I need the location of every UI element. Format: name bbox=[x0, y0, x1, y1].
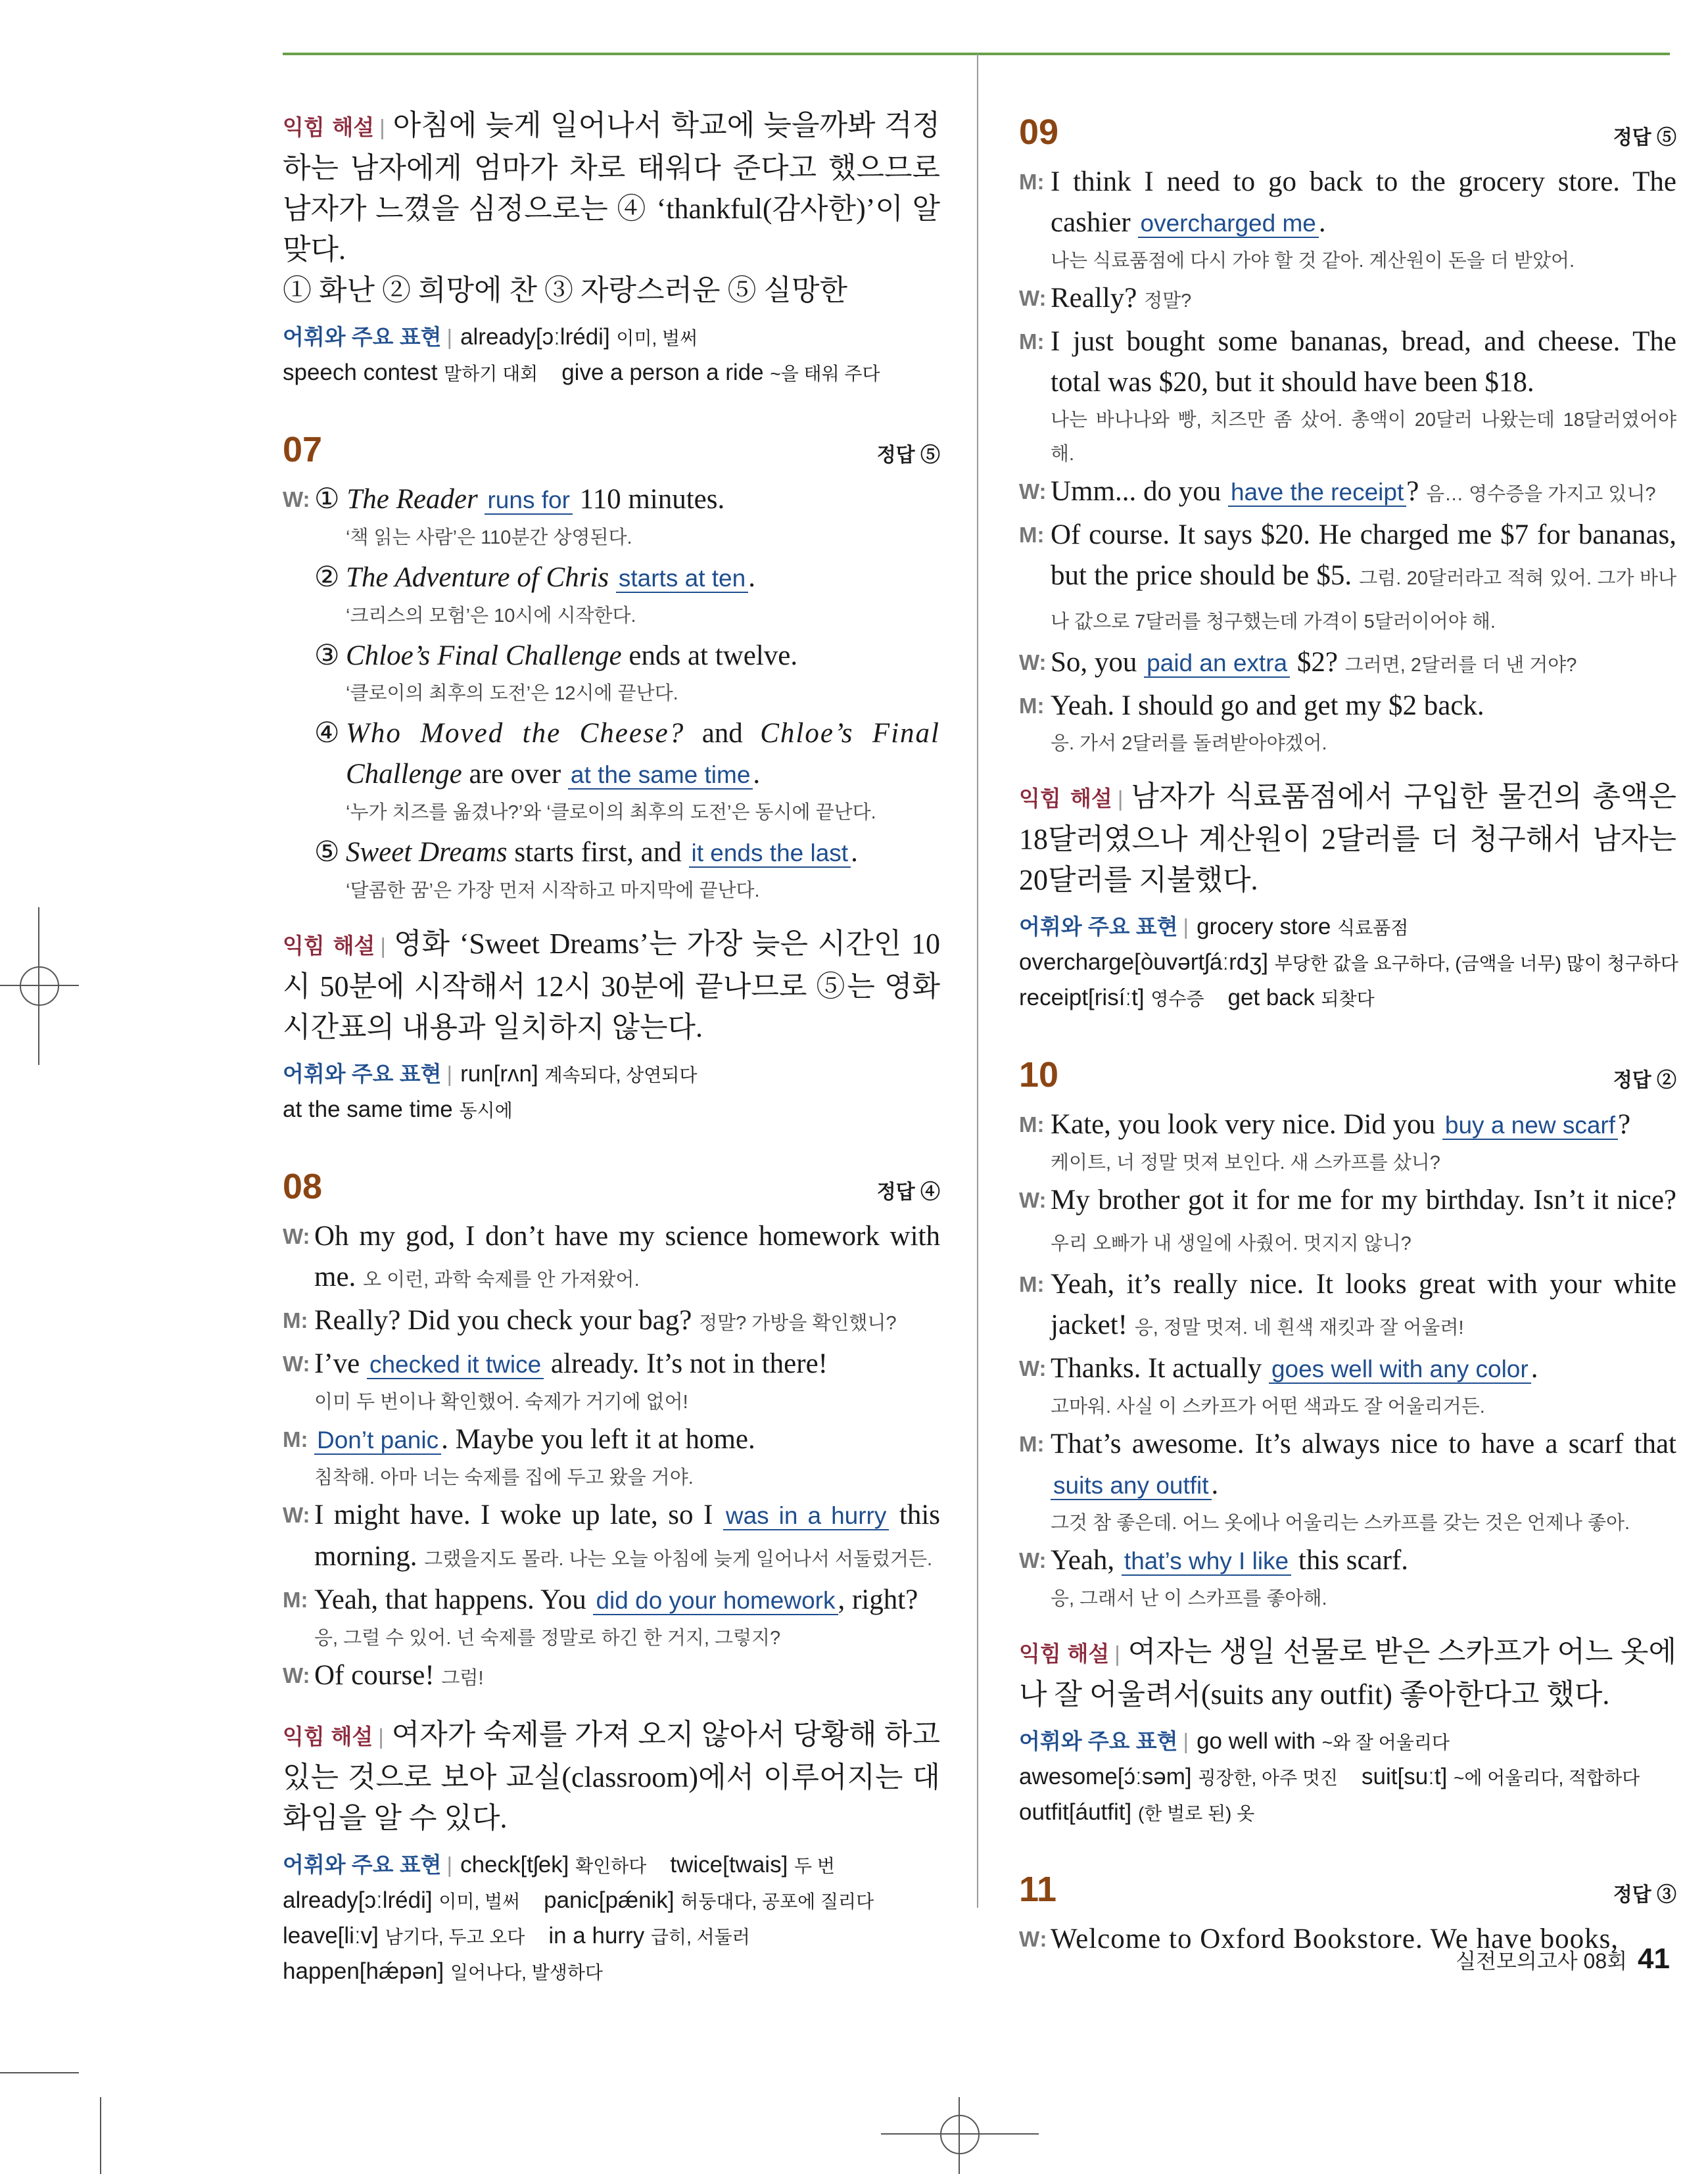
speaker-label: M: bbox=[1019, 1112, 1045, 1137]
dialogue-turn: W: I might have. I woke up late, so I was in a hurry this morning. 그랬을지도 몰라. 나는 오늘 아침에 늦게 일어나서 서둘렀거든. bbox=[283, 1495, 940, 1580]
answer-blank: did do your homework bbox=[593, 1587, 838, 1615]
answer-blank: starts at ten bbox=[616, 565, 748, 593]
korean-translation: 고마워. 사실 이 스카프가 어떤 색과도 잘 어울리거든. bbox=[1051, 1396, 1485, 1417]
dialogue-turn: M: Yeah, it’s really nice. It looks great with your white jacket! 응, 정말 멋져. 네 흰색 재킷과 잘 어울려! bbox=[1019, 1264, 1676, 1348]
speaker-label: M: bbox=[1019, 1272, 1045, 1296]
korean-translation: ‘클로이의 최후의 도전’은 12시에 끝난다. bbox=[346, 683, 678, 704]
speaker-label: M: bbox=[283, 1588, 308, 1612]
korean-translation: 나는 바나나와 빵, 치즈만 좀 샀어. 총액이 20달러 나왔는데 18달러였어야 해. bbox=[1051, 410, 1676, 465]
answer-key: 정답 ⑤ bbox=[1613, 127, 1676, 149]
korean-translation: 응. 가서 2달러를 돌려받아야겠어. bbox=[1051, 733, 1327, 754]
korean-translation: 이미 두 번이나 확인했어. 숙제가 거기에 없어! bbox=[314, 1392, 688, 1413]
korean-translation: 응, 그래서 난 이 스카프를 좋아해. bbox=[1051, 1588, 1327, 1609]
dialogue-turn: W: Really? 정말? bbox=[1019, 278, 1676, 321]
answer-blank: it ends the last bbox=[689, 839, 851, 868]
right-column bbox=[1019, 105, 1676, 1960]
q07-option-1: W: ① The Reader runs for 110 minutes. ‘책 읽는 사람’은 110분간 상영된다. bbox=[283, 479, 940, 555]
answer-blank: goes well with any color bbox=[1269, 1356, 1531, 1384]
answer-key: 정답 ④ bbox=[876, 1181, 940, 1203]
question-number: 09 bbox=[1019, 112, 1059, 152]
vocab-label: 어휘와 주요 표현 bbox=[1019, 914, 1178, 939]
explanation-text: 여자는 생일 선물로 받은 스카프가 어느 옷에나 잘 어울려서(suits any outfit) 좋아한다고 했다. bbox=[1019, 1636, 1676, 1711]
q08-vocab: 어휘와 주요 표현 | check[tʃek] 확인하다 twice[twais] 두 번 already[ɔːlrédi] 이미, 벌써 panic[pǽnik] 허둥대다, 공포에 질리다 leave[liːv] 남기다, 두고 오다 in a hurry 급히, 서둘러 happen[hǽpən] 일어나다, 발생하다 bbox=[283, 1852, 874, 1984]
vocab-label: 어휘와 주요 표현 bbox=[283, 1062, 442, 1086]
korean-translation: ‘누가 치즈를 옮겼나?’와 ‘클로이의 최후의 도전’은 동시에 끝난다. bbox=[346, 802, 876, 823]
q07-header bbox=[283, 429, 940, 470]
q09-vocab: 어휘와 주요 표현 | grocery store 식료품점 overcharge[òuvərtʃáːrdʒ] 부당한 값을 요구하다, (금액을 너무) 많이 청구하다 receipt[risíːt] 영수증 get back 되찾다 bbox=[1019, 914, 1678, 1010]
vocab-label: 어휘와 주요 표현 bbox=[1019, 1729, 1178, 1753]
speaker-label: W: bbox=[1019, 479, 1047, 504]
answer-blank: that’s why I like bbox=[1122, 1548, 1291, 1576]
answer-key: 정답 ③ bbox=[1613, 1884, 1676, 1906]
korean-translation: 오 이런, 과학 숙제를 안 가져왔어. bbox=[363, 1269, 640, 1290]
korean-translation: 응, 정말 멋져. 네 흰색 재킷과 잘 어울려! bbox=[1134, 1317, 1464, 1338]
q08-header bbox=[283, 1166, 940, 1207]
korean-translation: 나는 식료품점에 다시 가야 할 것 같아. 계산원이 돈을 더 받았어. bbox=[1051, 250, 1575, 272]
column-divider bbox=[977, 54, 978, 1908]
korean-translation: 응, 그럴 수 있어. 넌 숙제를 정말로 하긴 한 거지, 그렇지? bbox=[314, 1628, 781, 1649]
q07-option-4: ④ Who Moved the Cheese? and Chloe’s Final Challenge are over at the same time. ‘누가 치즈를 옮겼나?’와 ‘클로이의 최후의 도전’은 동시에 끝난다. bbox=[283, 713, 940, 830]
registration-circle bbox=[20, 966, 59, 1006]
korean-translation: 그럼. 20달러라고 적혀 있어. 그가 바나나 값으로 7달러를 청구했는데 가격이 5달러이어야 해. bbox=[1051, 568, 1676, 632]
speaker-label: W: bbox=[1019, 286, 1047, 310]
korean-translation: 그럼! bbox=[441, 1668, 484, 1689]
korean-translation: 음… 영수증을 가지고 있니? bbox=[1426, 484, 1656, 505]
q08-explanation: 익힘 해설 | 여자가 숙제를 가져 오지 않아서 당황해 하고 있는 것으로 보아 교실(classroom)에서 이루어지는 대화임을 알 수 있다. bbox=[283, 1718, 940, 1834]
question-number: 07 bbox=[283, 430, 323, 469]
answer-blank: have the receipt bbox=[1228, 479, 1406, 507]
q09-header bbox=[1019, 112, 1676, 153]
answer-blank: overcharged me bbox=[1138, 210, 1319, 238]
explanation-label: 익힘 해설 bbox=[1019, 1642, 1110, 1666]
q07-option-5: ⑤ Sweet Dreams starts first, and it ends the last. ‘달콤한 꿈’은 가장 먼저 시작하고 마지막에 끝난다. bbox=[283, 832, 940, 908]
footer-title: 실전모의고사 08회 bbox=[1456, 1949, 1628, 1973]
dialogue-turn: W: Oh my god, I don’t have my science homework with me. 오 이런, 과학 숙제를 안 가져왔어. bbox=[283, 1216, 940, 1300]
vocab-term: already[ɔːlrédi] bbox=[460, 324, 610, 350]
answer-blank: at the same time bbox=[568, 761, 753, 790]
dialogue-turn: M: Yeah. I should go and get my $2 back. 응. 가서 2달러를 돌려받아야겠어. bbox=[1019, 686, 1676, 761]
q06-explanation: 익힘 해설 | 아침에 늦게 일어나서 학교에 늦을까봐 걱정하는 남자에게 엄마가 차로 태워다 준다고 했으므로 남자가 느꼈을 심정으로는 ④ ‘thankful(감사한)’이 알맞다. bbox=[283, 109, 940, 266]
korean-translation: 우리 오빠가 내 생일에 사줬어. 멋지지 않니? bbox=[1051, 1233, 1411, 1254]
answer-blank: checked it twice bbox=[367, 1351, 544, 1379]
registration-circle bbox=[940, 2115, 980, 2154]
korean-translation: 침착해. 아마 너는 숙제를 집에 두고 왔을 거야. bbox=[314, 1467, 694, 1488]
speaker-label: W: bbox=[283, 1224, 310, 1248]
q07-option-3: ③ Chloe’s Final Challenge ends at twelve. ‘클로이의 최후의 도전’은 12시에 끝난다. bbox=[283, 636, 940, 711]
answer-blank: buy a new scarf bbox=[1442, 1112, 1618, 1140]
q07-option-2: ② The Adventure of Chris starts at ten. ‘크리스의 모험’은 10시에 시작한다. bbox=[283, 557, 940, 633]
korean-translation: 케이트, 너 정말 멋져 보인다. 새 스카프를 샀니? bbox=[1051, 1152, 1440, 1173]
korean-translation: ‘크리스의 모험’은 10시에 시작한다. bbox=[346, 605, 636, 626]
dialogue-turn: W: So, you paid an extra $2? 그러면, 2달러를 더 낸 거야? bbox=[1019, 642, 1676, 686]
dialogue-turn: W: Welcome to Oxford Bookstore. We have books, bbox=[1019, 1919, 1676, 1960]
answer-key: 정답 ⑤ bbox=[876, 444, 940, 466]
explanation-label: 익힘 해설 bbox=[283, 1724, 373, 1749]
dialogue-turn: M: That’s awesome. It’s always nice to have a scarf that suits any outfit. 그것 참 좋은데. 어느 옷에나 어울리는 스카프를 갖는 것은 언제나 좋아. bbox=[1019, 1424, 1676, 1540]
speaker-label: W: bbox=[1019, 1548, 1047, 1572]
korean-translation: 그것 참 좋은데. 어느 옷에나 어울리는 스카프를 갖는 것은 언제나 좋아. bbox=[1051, 1513, 1630, 1534]
vocab-term: speech contest bbox=[283, 360, 438, 385]
speaker-label: M: bbox=[1019, 523, 1045, 547]
explanation-text: 영화 ‘Sweet Dreams’는 가장 늦은 시간인 10시 50분에 시작해서 12시 30분에 끝나므로 ⑤는 영화 시간표의 내용과 일치하지 않는다. bbox=[283, 928, 940, 1043]
speaker-label: M: bbox=[283, 1427, 308, 1452]
q11-header bbox=[1019, 1869, 1676, 1910]
explanation-label: 익힘 해설 bbox=[283, 933, 375, 958]
dialogue-turn: M: Don’t panic. Maybe you left it at home. 침착해. 아마 너는 숙제를 집에 두고 왔을 거야. bbox=[283, 1419, 940, 1495]
q09-explanation: 익힘 해설 | 남자가 식료품점에서 구입한 물건의 총액은 18달러였으나 계산원이 2달러를 더 청구해서 남자는 20달러를 지불했다. bbox=[1019, 780, 1676, 896]
speaker-label: W: bbox=[283, 1503, 310, 1527]
left-column bbox=[283, 105, 940, 1990]
korean-translation: 정말? bbox=[1144, 291, 1192, 312]
speaker-label: W: bbox=[1019, 1188, 1047, 1212]
crop-mark bbox=[100, 2097, 101, 2174]
explanation-label: 익힘 해설 bbox=[283, 115, 375, 139]
speaker-label: W: bbox=[1019, 650, 1047, 674]
dialogue-turn: W: Umm... do you have the receipt? 음… 영수증을 가지고 있니? bbox=[1019, 471, 1676, 515]
speaker-label: M: bbox=[283, 1308, 308, 1333]
explanation-text: 아침에 늦게 일어나서 학교에 늦을까봐 걱정하는 남자에게 엄마가 차로 태워다 준다고 했으므로 남자가 느꼈을 심정으로는 ④ ‘thankful(감사한)’이 알맞다. bbox=[283, 109, 940, 266]
q07-vocab: 어휘와 주요 표현 | run[rʌn] 계속되다, 상연되다 at the same time 동시에 bbox=[283, 1061, 698, 1122]
explanation-text: 남자가 식료품점에서 구입한 물건의 총액은 18달러였으나 계산원이 2달러를 더 청구해서 남자는 20달러를 지불했다. bbox=[1019, 780, 1676, 896]
speaker-label: W: bbox=[283, 1663, 310, 1688]
answer-blank: suits any outfit bbox=[1051, 1472, 1212, 1500]
vocab-label: 어휘와 주요 표현 bbox=[283, 325, 442, 349]
dialogue-turn: W: Thanks. It actually goes well with any color. 고마워. 사실 이 스카프가 어떤 색과도 잘 어울리거든. bbox=[1019, 1348, 1676, 1424]
speaker-label: M: bbox=[1019, 329, 1045, 354]
explanation-text: 여자가 숙제를 가져 오지 않아서 당황해 하고 있는 것으로 보아 교실(classroom)에서 이루어지는 대화임을 알 수 있다. bbox=[283, 1718, 940, 1834]
speaker-label: M: bbox=[1019, 170, 1045, 194]
korean-translation: ‘달콤한 꿈’은 가장 먼저 시작하고 마지막에 끝난다. bbox=[346, 880, 760, 901]
speaker-label: M: bbox=[1019, 694, 1045, 718]
dialogue-turn: W: My brother got it for me for my birthday. Isn’t it nice? 우리 오빠가 내 생일에 사줬어. 멋지지 않니? bbox=[1019, 1180, 1676, 1264]
question-number: 10 bbox=[1019, 1055, 1059, 1095]
crop-mark bbox=[0, 2072, 79, 2073]
answer-blank: Don’t panic bbox=[314, 1427, 441, 1455]
korean-translation: ‘책 읽는 사람’은 110분간 상영된다. bbox=[346, 527, 632, 548]
answer-blank: runs for bbox=[485, 486, 572, 515]
page-number: 41 bbox=[1638, 1943, 1670, 1975]
speaker-label: W: bbox=[283, 1352, 310, 1376]
speaker-label: W: bbox=[1019, 1356, 1047, 1381]
dialogue-turn: M: I think I need to go back to the grocery store. The cashier overcharged me. 나는 식료품점에 다시 가야 할 것 같아. 계산원이 돈을 더 받았어. bbox=[1019, 162, 1676, 278]
dialogue-turn: M: Really? Did you check your bag? 정말? 가방을 확인했니? bbox=[283, 1300, 940, 1344]
q10-vocab: 어휘와 주요 표현 | go well with ~와 잘 어울리다 awesome[ɔ́ːsəm] 굉장한, 아주 멋진 suit[suːt] ~에 어울리다, 적합하다 outfit[áutfit] (한 벌로 된) 옷 bbox=[1019, 1728, 1640, 1825]
korean-translation: 그랬을지도 몰라. 나는 오늘 아침에 늦게 일어나서 서둘렀거든. bbox=[424, 1549, 933, 1570]
page-footer bbox=[1456, 1943, 1670, 1975]
question-number: 11 bbox=[1019, 1870, 1057, 1909]
dialogue-turn: M: I just bought some bananas, bread, and cheese. The total was $20, but it should have been $18. 나는 바나나와 빵, 치즈만 좀 샀어. 총액이 20달러 나왔는데 18달러였어야 해. bbox=[1019, 321, 1676, 471]
q06-vocab: 어휘와 주요 표현 | already[ɔːlrédi] 이미, 벌써 speech contest 말하기 대회 give a person a ride ~을 태워 주다 bbox=[283, 324, 880, 385]
korean-translation: 그러면, 2달러를 더 낸 거야? bbox=[1344, 655, 1577, 676]
dialogue-turn: W: Of course! 그럼! bbox=[283, 1655, 940, 1699]
korean-translation: 정말? 가방을 확인했니? bbox=[699, 1313, 897, 1334]
dialogue-turn: M: Kate, you look very nice. Did you buy a new scarf? 케이트, 너 정말 멋져 보인다. 새 스카프를 샀니? bbox=[1019, 1104, 1676, 1180]
dialogue-turn: W: I’ve checked it twice already. It’s not in there! 이미 두 번이나 확인했어. 숙제가 거기에 없어! bbox=[283, 1344, 940, 1419]
answer-blank: was in a hurry bbox=[723, 1502, 890, 1530]
q06-options: ① 화난 ② 희망에 찬 ③ 자랑스러운 ⑤ 실망한 bbox=[283, 274, 848, 306]
q10-explanation: 익힘 해설 | 여자는 생일 선물로 받은 스카프가 어느 옷에나 잘 어울려서(suits any outfit) 좋아한다고 했다. bbox=[1019, 1636, 1676, 1711]
speaker-label: M: bbox=[1019, 1432, 1045, 1456]
answer-key: 정답 ② bbox=[1613, 1070, 1676, 1091]
dialogue-turn: W: Yeah, that’s why I like this scarf. 응, 그래서 난 이 스카프를 좋아해. bbox=[1019, 1540, 1676, 1616]
speaker-label: W: bbox=[283, 487, 310, 511]
answer-blank: paid an extra bbox=[1144, 650, 1290, 678]
dialogue-turn: M: Of course. It says $20. He charged me $7 for bananas, but the price should be $5. 그럼. 20달러라고 적혀 있어. 그가 바나나 값으로 7달러를 청구했는데 가격이 5달러이어야 해. bbox=[1019, 515, 1676, 642]
vocab-meaning: ~을 태워 주다 bbox=[770, 364, 880, 384]
vocab-label: 어휘와 주요 표현 bbox=[283, 1853, 442, 1877]
top-rule bbox=[283, 53, 1670, 55]
question-number: 08 bbox=[283, 1167, 323, 1206]
vocab-meaning: 이미, 벌써 bbox=[616, 328, 698, 348]
explanation-label: 익힘 해설 bbox=[1019, 786, 1112, 811]
q07-explanation: 익힘 해설 | 영화 ‘Sweet Dreams’는 가장 늦은 시간인 10시 50분에 시작해서 12시 30분에 끝나므로 ⑤는 영화 시간표의 내용과 일치하지 않는다. bbox=[283, 928, 940, 1043]
speaker-label: W: bbox=[1019, 1927, 1048, 1951]
vocab-term: give a person a ride bbox=[561, 360, 764, 385]
dialogue-turn: M: Yeah, that happens. You did do your homework, right? 응, 그럴 수 있어. 넌 숙제를 정말로 하긴 한 거지, 그렇지? bbox=[283, 1580, 940, 1655]
vocab-meaning: 말하기 대회 bbox=[444, 364, 538, 384]
q10-header bbox=[1019, 1054, 1676, 1095]
